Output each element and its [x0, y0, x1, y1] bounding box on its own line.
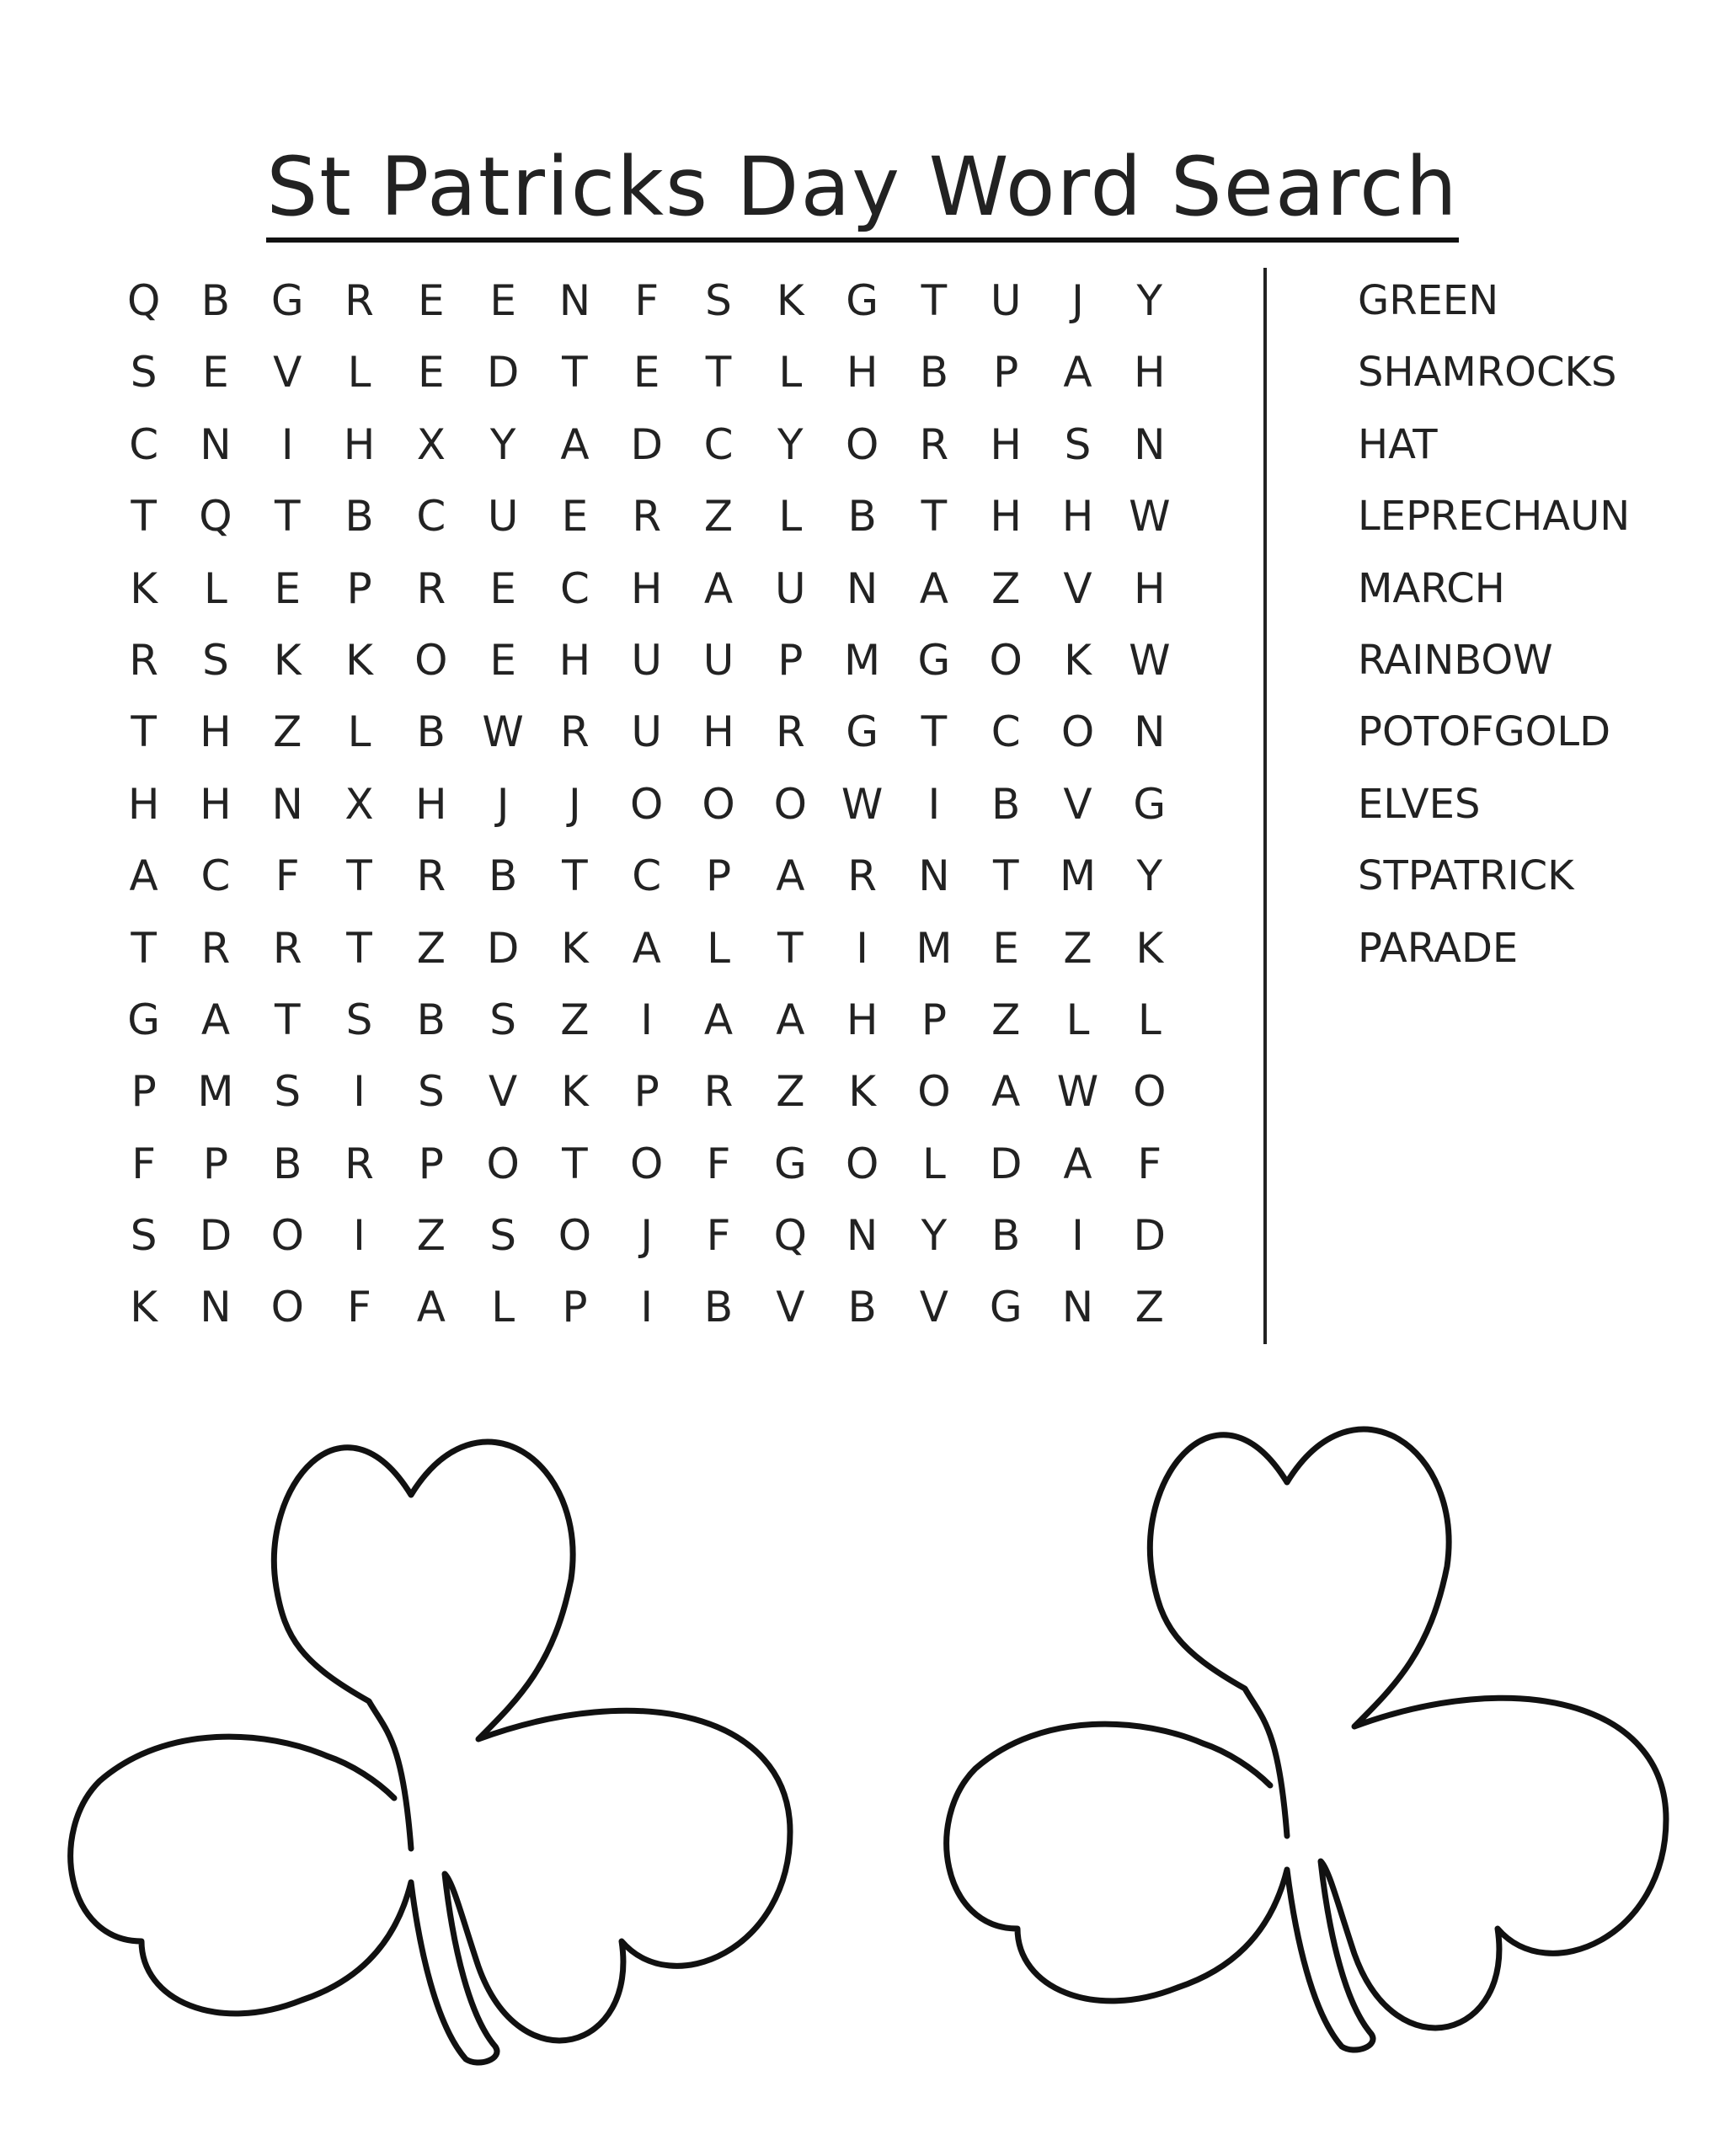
grid-letter: C	[129, 419, 159, 469]
grid-letter: E	[633, 348, 660, 398]
grid-letter: T	[131, 492, 157, 542]
grid-letter: G	[989, 1283, 1023, 1332]
grid-letter: B	[344, 492, 374, 542]
grid-letter: B	[847, 492, 877, 542]
grid-letter: P	[346, 563, 372, 613]
grid-row	[108, 553, 1211, 625]
grid-letter: D	[630, 419, 663, 469]
grid-letter: O	[989, 635, 1023, 685]
grid-letter: R	[200, 923, 231, 973]
page-title-text: St Patricks Day Word Search	[266, 140, 1458, 243]
grid-row	[108, 913, 1211, 985]
grid-letter: G	[846, 276, 879, 325]
grid-letter: S	[202, 635, 229, 685]
grid-letter: M	[1059, 851, 1097, 901]
grid-letter: T	[562, 348, 588, 398]
grid-letter: K	[1064, 635, 1092, 685]
grid-letter: B	[273, 1139, 302, 1188]
grid-letter: N	[558, 276, 591, 325]
grid-letter: T	[562, 1139, 588, 1188]
grid-letter: B	[200, 276, 231, 325]
grid-letter: J	[496, 779, 510, 829]
grid-letter: Z	[1135, 1283, 1164, 1332]
grid-letter: Z	[416, 923, 446, 973]
grid-letter: U	[775, 563, 806, 613]
grid-letter: Y	[1136, 851, 1163, 901]
grid-letter: W	[1056, 1067, 1099, 1117]
grid-letter: M	[916, 923, 953, 973]
grid-letter: S	[130, 1211, 158, 1261]
grid-letter: N	[200, 419, 232, 469]
grid-letter: Y	[777, 419, 804, 469]
grid-letter: U	[702, 635, 734, 685]
grid-letter: B	[847, 1283, 877, 1332]
grid-letter: A	[200, 995, 231, 1044]
grid-letter: R	[775, 707, 805, 757]
grid-letter: H	[990, 419, 1023, 469]
grid-letter: Z	[703, 492, 734, 542]
grid-letter: N	[1134, 419, 1166, 469]
grid-letter: P	[921, 995, 947, 1044]
grid-letter: A	[703, 563, 734, 613]
grid-letter: C	[703, 419, 734, 469]
grid-letter: L	[491, 1283, 515, 1332]
grid-letter: S	[417, 1067, 445, 1117]
grid-letter: N	[200, 1283, 232, 1332]
grid-letter: E	[274, 563, 302, 613]
grid-letter: T	[777, 923, 804, 973]
grid-letter: J	[640, 1211, 654, 1261]
grid-letter: R	[272, 923, 302, 973]
grid-letter: G	[917, 635, 951, 685]
grid-letter: Z	[991, 563, 1021, 613]
grid-letter: R	[847, 851, 877, 901]
grid-letter: T	[921, 492, 948, 542]
grid-row	[108, 337, 1211, 408]
grid-letter: O	[558, 1211, 592, 1261]
letter-grid	[108, 265, 1211, 1344]
grid-letter: K	[561, 923, 589, 973]
grid-letter: V	[1063, 563, 1092, 613]
grid-letter: P	[633, 1067, 660, 1117]
grid-letter: Z	[991, 995, 1021, 1044]
grid-letter: K	[130, 563, 158, 613]
shamrock-left-icon	[49, 1360, 807, 2084]
grid-letter: T	[705, 348, 732, 398]
grid-letter: E	[489, 276, 516, 325]
grid-row	[108, 985, 1211, 1056]
grid-letter: P	[418, 1139, 444, 1188]
grid-row	[108, 769, 1211, 841]
grid-letter: O	[773, 779, 807, 829]
grid-letter: R	[344, 1139, 374, 1188]
grid-letter: A	[919, 563, 949, 613]
grid-letter: L	[1065, 995, 1090, 1044]
grid-letter: T	[131, 923, 157, 973]
grid-letter: C	[632, 851, 662, 901]
grid-letter: V	[489, 1067, 518, 1117]
grid-letter: O	[845, 419, 879, 469]
grid-letter: L	[921, 1139, 946, 1188]
grid-row	[108, 481, 1211, 552]
page-title	[0, 136, 1725, 237]
grid-letter: F	[706, 1211, 731, 1261]
grid-letter: E	[418, 276, 445, 325]
grid-letter: R	[344, 276, 374, 325]
grid-letter: O	[630, 779, 664, 829]
word-list-item: HAT	[1358, 420, 1438, 468]
grid-letter: P	[777, 635, 804, 685]
grid-letter: P	[993, 348, 1019, 398]
grid-letter: C	[559, 563, 590, 613]
grid-letter: O	[845, 1139, 879, 1188]
grid-letter: S	[1064, 419, 1092, 469]
grid-letter: Y	[921, 1211, 948, 1261]
grid-letter: W	[841, 779, 884, 829]
grid-letter: E	[202, 348, 229, 398]
grid-letter: H	[702, 707, 734, 757]
grid-letter: H	[127, 779, 160, 829]
grid-letter: O	[414, 635, 448, 685]
grid-letter: B	[703, 1283, 734, 1332]
grid-letter: O	[486, 1139, 520, 1188]
grid-letter: Q	[199, 492, 232, 542]
grid-divider	[1263, 268, 1267, 1344]
word-list-item: GREEN	[1358, 277, 1499, 324]
grid-letter: U	[631, 707, 663, 757]
grid-row	[108, 1200, 1211, 1272]
grid-letter: N	[918, 851, 950, 901]
grid-letter: F	[131, 1139, 157, 1188]
grid-letter: A	[776, 995, 805, 1044]
grid-letter: O	[1133, 1067, 1167, 1117]
grid-letter: B	[416, 995, 446, 1044]
grid-letter: T	[346, 851, 372, 901]
grid-letter: G	[270, 276, 304, 325]
grid-letter: I	[640, 1283, 654, 1332]
grid-letter: L	[347, 348, 371, 398]
word-list-item: LEPRECHAUN	[1358, 493, 1631, 541]
grid-letter: D	[989, 1139, 1023, 1188]
grid-letter: Q	[126, 276, 161, 325]
grid-letter: D	[486, 923, 520, 973]
grid-letter: L	[778, 348, 803, 398]
grid-letter: U	[487, 492, 519, 542]
grid-letter: C	[991, 707, 1021, 757]
grid-letter: I	[856, 923, 868, 973]
word-list-item: ELVES	[1358, 780, 1481, 828]
grid-letter: L	[204, 563, 227, 613]
grid-letter: G	[846, 707, 879, 757]
grid-letter: V	[273, 348, 302, 398]
word-list-item: RAINBOW	[1358, 636, 1553, 684]
word-list-item: STPATRICK	[1358, 852, 1574, 900]
grid-letter: P	[562, 1283, 588, 1332]
grid-letter: D	[486, 348, 520, 398]
grid-letter: U	[990, 276, 1022, 325]
word-list-item: PARADE	[1358, 924, 1519, 972]
grid-letter: N	[271, 779, 303, 829]
grid-letter: H	[200, 779, 232, 829]
grid-letter: A	[1063, 348, 1092, 398]
grid-letter: K	[776, 276, 804, 325]
grid-letter: R	[416, 563, 446, 613]
grid-letter: R	[129, 635, 159, 685]
grid-letter: E	[489, 635, 516, 685]
grid-letter: F	[634, 276, 660, 325]
grid-letter: S	[130, 348, 158, 398]
grid-letter: P	[202, 1139, 229, 1188]
grid-letter: M	[844, 635, 881, 685]
grid-row	[108, 625, 1211, 696]
grid-letter: G	[1133, 779, 1167, 829]
grid-letter: I	[1071, 1211, 1084, 1261]
grid-letter: K	[130, 1283, 158, 1332]
grid-letter: E	[489, 563, 516, 613]
grid-letter: S	[345, 995, 373, 1044]
grid-letter: F	[275, 851, 300, 901]
grid-letter: H	[200, 707, 232, 757]
grid-letter: D	[199, 1211, 232, 1261]
grid-letter: A	[776, 851, 805, 901]
grid-letter: Z	[273, 707, 302, 757]
grid-letter: T	[346, 923, 372, 973]
grid-letter: B	[416, 707, 446, 757]
word-list-item: POTOFGOLD	[1358, 708, 1611, 756]
grid-letter: A	[991, 1067, 1021, 1117]
grid-letter: R	[416, 851, 446, 901]
grid-letter: N	[846, 1211, 879, 1261]
grid-letter: P	[705, 851, 732, 901]
grid-row	[108, 1272, 1211, 1343]
grid-letter: N	[1134, 707, 1166, 757]
grid-letter: T	[921, 707, 948, 757]
grid-letter: A	[632, 923, 661, 973]
grid-letter: R	[632, 492, 662, 542]
grid-letter: Y	[489, 419, 516, 469]
grid-letter: I	[640, 995, 654, 1044]
grid-row	[108, 696, 1211, 768]
grid-letter: O	[917, 1067, 951, 1117]
grid-letter: C	[416, 492, 446, 542]
shamrock-right-icon	[925, 1348, 1683, 2072]
grid-letter: Z	[560, 995, 590, 1044]
grid-letter: R	[919, 419, 949, 469]
grid-letter: G	[773, 1139, 807, 1188]
grid-letter: I	[280, 419, 294, 469]
grid-letter: H	[1134, 563, 1166, 613]
grid-letter: R	[703, 1067, 734, 1117]
grid-letter: A	[129, 851, 158, 901]
grid-letter: L	[778, 492, 803, 542]
grid-letter: H	[558, 635, 591, 685]
grid-row	[108, 1056, 1211, 1128]
grid-letter: W	[482, 707, 524, 757]
grid-letter: Q	[773, 1211, 807, 1261]
grid-letter: S	[705, 276, 732, 325]
grid-letter: O	[702, 779, 735, 829]
grid-letter: H	[846, 995, 879, 1044]
grid-letter: S	[489, 1211, 516, 1261]
grid-letter: L	[1137, 995, 1162, 1044]
grid-letter: L	[707, 923, 730, 973]
grid-letter: H	[1061, 492, 1094, 542]
grid-letter: W	[1129, 492, 1171, 542]
grid-letter: I	[353, 1211, 366, 1261]
grid-letter: C	[200, 851, 231, 901]
grid-row	[108, 409, 1211, 481]
grid-letter: B	[991, 1211, 1021, 1261]
word-list-item: SHAMROCKS	[1358, 349, 1617, 397]
grid-letter: K	[345, 635, 373, 685]
grid-letter: J	[569, 779, 581, 829]
grid-letter: W	[1129, 635, 1171, 685]
grid-letter: T	[274, 995, 301, 1044]
grid-letter: O	[630, 1139, 664, 1188]
grid-letter: U	[631, 635, 663, 685]
grid-letter: K	[848, 1067, 877, 1117]
grid-letter: H	[630, 563, 663, 613]
grid-letter: G	[127, 995, 161, 1044]
grid-letter: H	[846, 348, 879, 398]
grid-letter: V	[919, 1283, 949, 1332]
grid-letter: Z	[416, 1211, 446, 1261]
grid-letter: O	[270, 1211, 304, 1261]
grid-row	[108, 1129, 1211, 1200]
grid-letter: O	[270, 1283, 304, 1332]
word-list-item: MARCH	[1358, 564, 1505, 612]
grid-letter: K	[1135, 923, 1164, 973]
grid-letter: E	[418, 348, 445, 398]
grid-letter: N	[846, 563, 879, 613]
grid-letter: A	[1063, 1139, 1092, 1188]
grid-letter: E	[992, 923, 1019, 973]
grid-letter: V	[776, 1283, 805, 1332]
grid-letter: O	[1060, 707, 1095, 757]
grid-letter: B	[991, 779, 1021, 829]
word-list	[1358, 265, 1712, 985]
grid-letter: V	[1063, 779, 1092, 829]
grid-letter: S	[274, 1067, 302, 1117]
grid-letter: K	[561, 1067, 589, 1117]
grid-letter: B	[919, 348, 949, 398]
grid-letter: R	[560, 707, 590, 757]
grid-letter: J	[1071, 276, 1084, 325]
grid-letter: T	[921, 276, 948, 325]
grid-letter: B	[488, 851, 518, 901]
grid-letter: D	[1133, 1211, 1167, 1261]
grid-letter: H	[415, 779, 447, 829]
grid-letter: T	[274, 492, 301, 542]
grid-letter: P	[131, 1067, 157, 1117]
grid-letter: F	[1137, 1139, 1162, 1188]
grid-letter: A	[416, 1283, 446, 1332]
grid-letter: M	[197, 1067, 234, 1117]
grid-row	[108, 841, 1211, 912]
grid-letter: Z	[776, 1067, 805, 1117]
grid-letter: F	[347, 1283, 371, 1332]
grid-letter: Z	[1063, 923, 1092, 973]
grid-letter: N	[1061, 1283, 1094, 1332]
grid-letter: T	[992, 851, 1019, 901]
grid-letter: F	[706, 1139, 731, 1188]
grid-letter: I	[927, 779, 941, 829]
grid-letter: X	[344, 779, 374, 829]
grid-row	[108, 265, 1211, 337]
grid-letter: H	[990, 492, 1023, 542]
grid-letter: H	[1134, 348, 1166, 398]
grid-letter: I	[353, 1067, 366, 1117]
grid-letter: L	[347, 707, 371, 757]
grid-letter: T	[562, 851, 588, 901]
grid-letter: K	[273, 635, 302, 685]
grid-letter: E	[561, 492, 589, 542]
grid-letter: X	[416, 419, 446, 469]
grid-letter: T	[131, 707, 157, 757]
grid-letter: S	[489, 995, 516, 1044]
grid-letter: A	[703, 995, 734, 1044]
grid-letter: H	[343, 419, 376, 469]
grid-letter: Y	[1136, 276, 1163, 325]
grid-letter: A	[560, 419, 590, 469]
